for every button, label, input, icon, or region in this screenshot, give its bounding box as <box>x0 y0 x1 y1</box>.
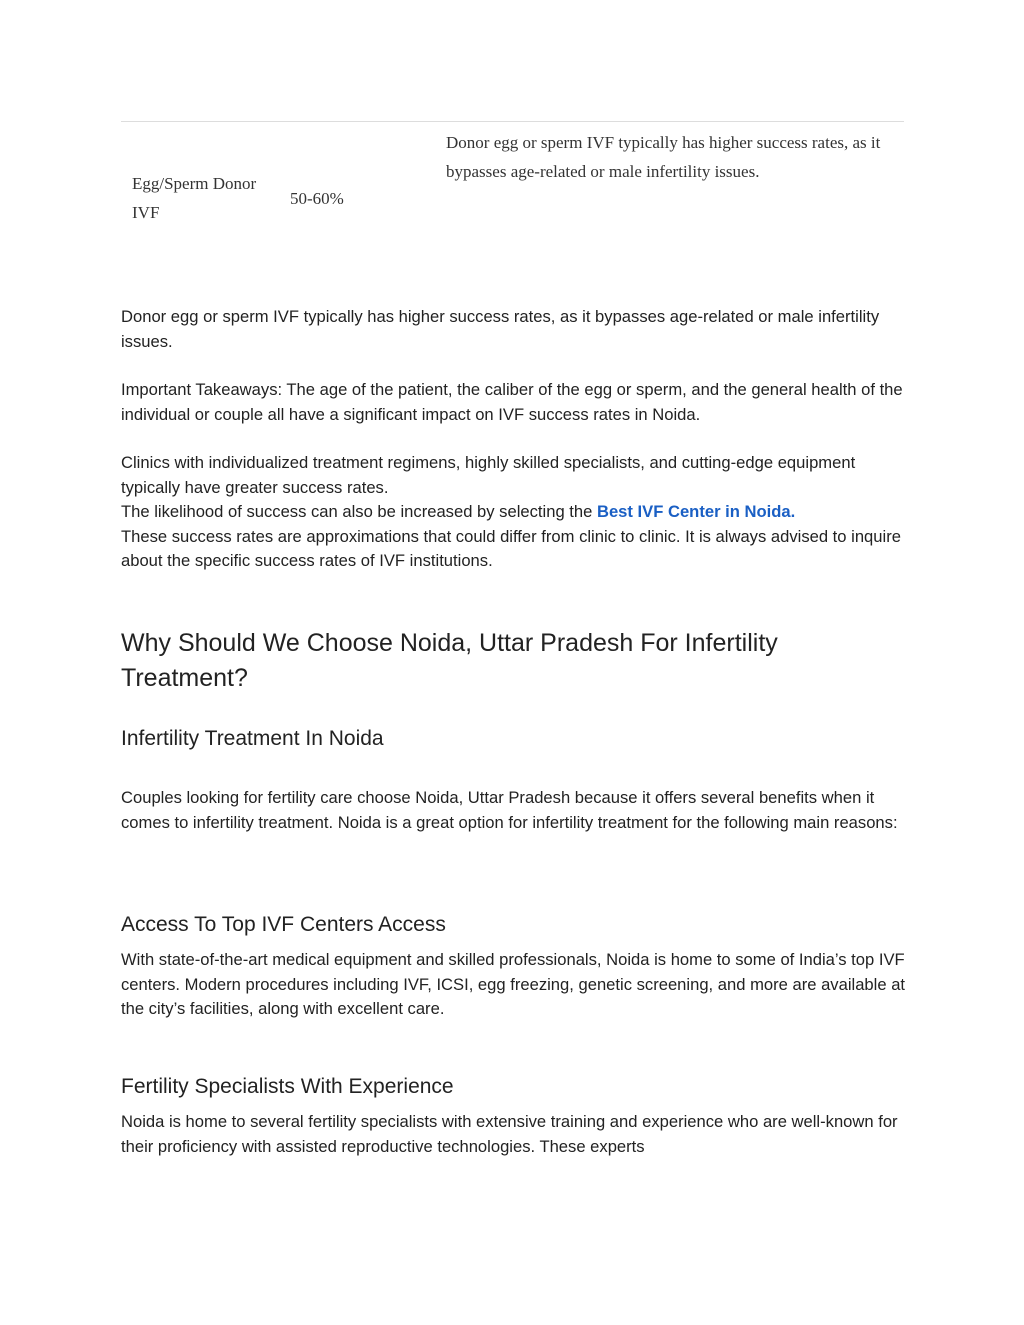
table-cell-note: Donor egg or sperm IVF typically has higher success rates, as it bypasses age-related or male infertility issues. <box>446 133 881 181</box>
heading-infertility-treatment: Infertility Treatment In Noida <box>121 727 384 750</box>
success-rate-table-row <box>121 121 904 272</box>
paragraph-donor-ivf: Donor egg or sperm IVF typically has higher success rates, as it bypasses age-related or male infertility issues. <box>121 307 880 351</box>
heading-why-choose-noida: Why Should We Choose Noida, Uttar Pradesh For Infertility Treatment? <box>121 629 778 692</box>
table-cell-rate: 50-60% <box>290 189 344 208</box>
paragraph-takeaways: Important Takeaways: The age of the patient, the caliber of the egg or sperm, and the general health of the individual or couple all have a significant impact on IVF success rates in Noida. <box>121 380 903 424</box>
heading-fertility-specialists: Fertility Specialists With Experience <box>121 1075 454 1098</box>
likelihood-line <box>121 500 911 525</box>
likelihood-text: The likelihood of success can also be increased by selecting the <box>121 502 597 521</box>
best-ivf-center-link[interactable]: Best IVF Center in Noida. <box>596 502 796 521</box>
approximation-line: These success rates are approximations that could differ from clinic to clinic. It is always advised to inquire about the specific success rates of IVF institutions. <box>121 526 901 570</box>
paragraph-specialists: Noida is home to several fertility specialists with extensive training and experience who are well-known for their proficiency with assisted reproductive technologies. These experts <box>121 1112 898 1156</box>
paragraph-access: With state-of-the-art medical equipment and skilled professionals, Noida is home to some of India’s top IVF centers. Modern procedures including IVF, ICSI, egg freezing, genetic screening, and more are available at the city’s facilities, along with excellent care. <box>121 950 906 1018</box>
paragraph-clinics <box>121 451 911 574</box>
table-cell-treatment: Egg/Sperm Donor IVF <box>132 174 257 222</box>
heading-access-ivf-centers: Access To Top IVF Centers Access <box>121 913 446 936</box>
paragraph-couples: Couples looking for fertility care choose Noida, Uttar Pradesh because it offers several benefits when it comes to infertility treatment. Noida is a great option for infertility treatment for the following main reasons: <box>121 788 898 832</box>
clinics-line: Clinics with individualized treatment regimens, highly skilled specialists, and cutting-edge equipment typically have greater success rates. <box>121 453 856 497</box>
